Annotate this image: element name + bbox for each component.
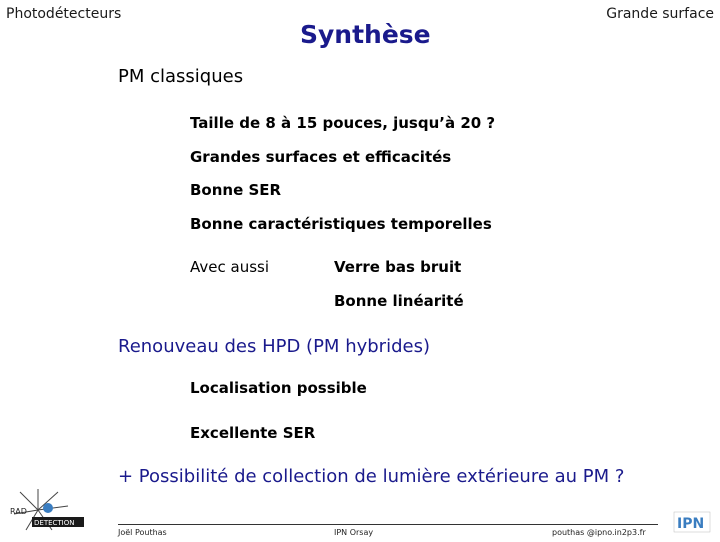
footer-org: IPN Orsay bbox=[334, 528, 374, 537]
extra-line: + Possibilité de collection de lumière extérieure au PM ? bbox=[118, 466, 625, 487]
footer-email: pouthas @ipno.in2p3.fr bbox=[552, 528, 646, 537]
ipn-logo-text: IPN bbox=[677, 516, 705, 532]
footer-divider bbox=[118, 524, 658, 525]
section-heading-hpd: Renouveau des HPD (PM hybrides) bbox=[118, 336, 430, 357]
aussi-label: Avec aussi bbox=[190, 258, 269, 276]
list-item: Bonne SER bbox=[190, 181, 282, 199]
section-heading-pm: PM classiques bbox=[118, 66, 244, 87]
list-item: Localisation possible bbox=[190, 379, 367, 397]
ipn-logo-icon bbox=[672, 510, 712, 538]
page-title: Synthèse bbox=[300, 20, 431, 49]
list-item: Excellente SER bbox=[190, 424, 316, 442]
list-item: Verre bas bruit bbox=[334, 258, 462, 276]
header-right-label: Grande surface bbox=[606, 6, 714, 22]
starburst-icon bbox=[8, 488, 88, 536]
footer-author: Joël Pouthas bbox=[118, 528, 167, 537]
logo-text-rad: RAD bbox=[10, 507, 27, 516]
ipn-logo bbox=[672, 510, 712, 538]
list-item: Taille de 8 à 15 pouces, jusqu’à 20 ? bbox=[190, 114, 496, 132]
logo-text-detection: DETECTION bbox=[34, 519, 75, 527]
list-item: Grandes surfaces et efficacités bbox=[190, 148, 452, 166]
radiation-detection-logo bbox=[8, 488, 88, 536]
header-left-label: Photodétecteurs bbox=[6, 6, 122, 22]
list-item: Bonne linéarité bbox=[334, 292, 464, 310]
list-item: Bonne caractéristiques temporelles bbox=[190, 215, 492, 233]
